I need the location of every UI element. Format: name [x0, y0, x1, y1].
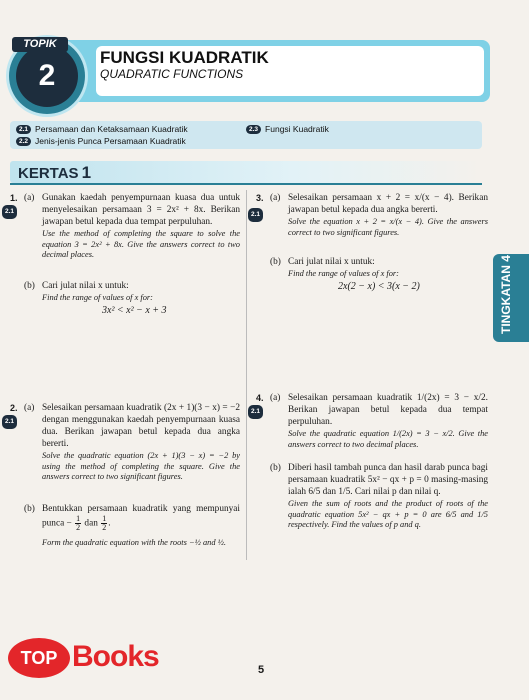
fraction: $\frac{1}{2}$ — [102, 514, 107, 532]
subtopic-list — [10, 121, 482, 149]
question-text-en: Solve the equation x + 2 = x/(x − 4). Give the answers correct to two significant figures. — [288, 217, 488, 237]
subtopic-item — [16, 124, 188, 134]
part-label: (a) — [270, 393, 281, 403]
question-number: 1. — [10, 193, 18, 203]
question-text-en: Find the range of values of x for: — [288, 269, 399, 278]
question-text-ms: Selesaikan persamaan x + 2 = x/(x − 4). Berikan jawapan betul kepada dua angka bererti. — [288, 193, 488, 215]
chapter-subtitle: QUADRATIC FUNCTIONS — [100, 67, 244, 81]
part-label: (b) — [24, 281, 35, 291]
subtopic-tag: 2.1 — [248, 208, 263, 222]
subtopic-tag: 2.1 — [2, 205, 17, 219]
question-text-ms: Selesaikan persamaan kuadratik (2x + 1)(3 − x) = −2 dengan menggunakan kaedah penyempurnaan kuasa dua. Berikan jawapan betul kepada dua angka bererti. — [42, 403, 240, 449]
question-3 — [251, 192, 488, 302]
subtopic-tag: 2.1 — [2, 415, 17, 429]
inequality: 2x(2 − x) < 3(x − 2) — [338, 280, 420, 292]
section-divider — [10, 183, 482, 185]
logo-top-badge: TOP — [8, 638, 70, 678]
part-label: (b) — [270, 257, 281, 267]
column-divider — [246, 190, 247, 560]
side-tab-label: TINGKATAN 4 — [499, 255, 513, 334]
fraction: $\frac{1}{2}$ — [76, 514, 81, 532]
part-label: (b) — [24, 504, 35, 514]
topic-number: 2 — [38, 59, 56, 92]
logo-books-text: Books — [72, 640, 159, 673]
page-number: 5 — [258, 664, 265, 676]
subtopic-item — [246, 124, 329, 134]
question-number: 2. — [10, 403, 18, 413]
question-text-en: Solve the quadratic equation 1/(2x) = 3 − x/2. Give the answers correct to two decimal places. — [288, 429, 488, 449]
subtopic-label: Jenis-jenis Punca Persamaan Kuadratik — [35, 136, 186, 146]
subtopic-number: 2.1 — [16, 125, 31, 134]
question-text-ms: Diberi hasil tambah punca dan hasil darab punca bagi persamaan kuadratik 5x² − qx + p = 0 masing-masing ialah 6/5 dan 1/5. Cari nilai p dan nilai q. — [288, 463, 488, 497]
question-4 — [251, 392, 488, 562]
subtopic-tag: 2.1 — [248, 405, 263, 419]
side-tab — [493, 254, 529, 342]
subtopic-label: Persamaan dan Ketaksamaan Kuadratik — [35, 124, 188, 134]
inequality: 3x² < x² − x + 3 — [102, 304, 167, 316]
question-number: 3. — [256, 193, 264, 203]
topic-label: TOPIK — [12, 37, 68, 52]
subtopic-label: Fungsi Kuadratik — [265, 124, 329, 134]
part-label: (b) — [270, 463, 281, 473]
question-text-ms: Cari julat nilai x untuk: — [42, 281, 129, 291]
question-text-ms: Selesaikan persamaan kuadratik 1/(2x) = 3 − x/2. Berikan jawapan betul kepada dua tempat perpuluhan. — [288, 393, 488, 427]
question-2: 2. 2.1 (a) Selesaikan persamaan kuadratik (2x + 1)(3 − x) = −2 dengan menggunakan kaedah penyempurnaan kuasa dua. Berikan jawapan betul kepada dua angka bererti. Solve the quadratic equation (2x + 1)(3 − x) = −2 by using the method of completing the square. Give the answers correct to two significant figures. (b) Bentukkan persamaan kuadratik yang mempunyai punca − $\frac{1}{2}$ dan $\frac{1}{2}$ . Form the quadratic equation with the roots −½ and ½. — [10, 402, 242, 552]
subtopic-number: 2.3 — [246, 125, 261, 134]
part-label: (a) — [270, 193, 281, 203]
part-label: (a) — [24, 403, 35, 413]
section-label: KERTAS — [18, 165, 79, 182]
chapter-title: FUNGSI KUADRATIK — [100, 48, 269, 67]
question-text-en: Find the range of values of x for: — [42, 293, 153, 302]
subtopic-item — [16, 136, 186, 146]
question-text-en: Use the method of completing the square to solve the equation 3 = 2x² + 8x. Give the answers correct to two decimal places. — [42, 229, 240, 259]
section-heading — [10, 161, 482, 183]
section-number: 1 — [81, 163, 92, 182]
subtopic-number: 2.2 — [16, 137, 31, 146]
question-text-ms: Gunakan kaedah penyempurnaan kuasa dua untuk menyelesaikan persamaan 3 = 2x² + 8x. Berikan jawapan betul kepada dua tempat perpuluhan. — [42, 193, 240, 227]
topbooks-logo — [8, 636, 188, 680]
question-text-en: Form the quadratic equation with the roots −½ and ½. — [42, 538, 226, 547]
question-1 — [5, 192, 242, 316]
question-text-en: Given the sum of roots and the product of roots of the quadratic equation 5x² − qx + p = 0 are 6/5 and 1/5 respectively. Find the values of p and q. — [288, 499, 488, 529]
question-text-ms: Bentukkan persamaan kuadratik yang mempunyai punca − — [42, 504, 240, 529]
question-text-en: Solve the quadratic equation (2x + 1)(3 − x) = −2 by using the method of completing the square. Give the answers correct to two significant figures. — [42, 451, 240, 481]
question-number: 4. — [256, 393, 264, 403]
question-text-ms: Cari julat nilai x untuk: — [288, 257, 375, 267]
part-label: (a) — [24, 193, 35, 203]
